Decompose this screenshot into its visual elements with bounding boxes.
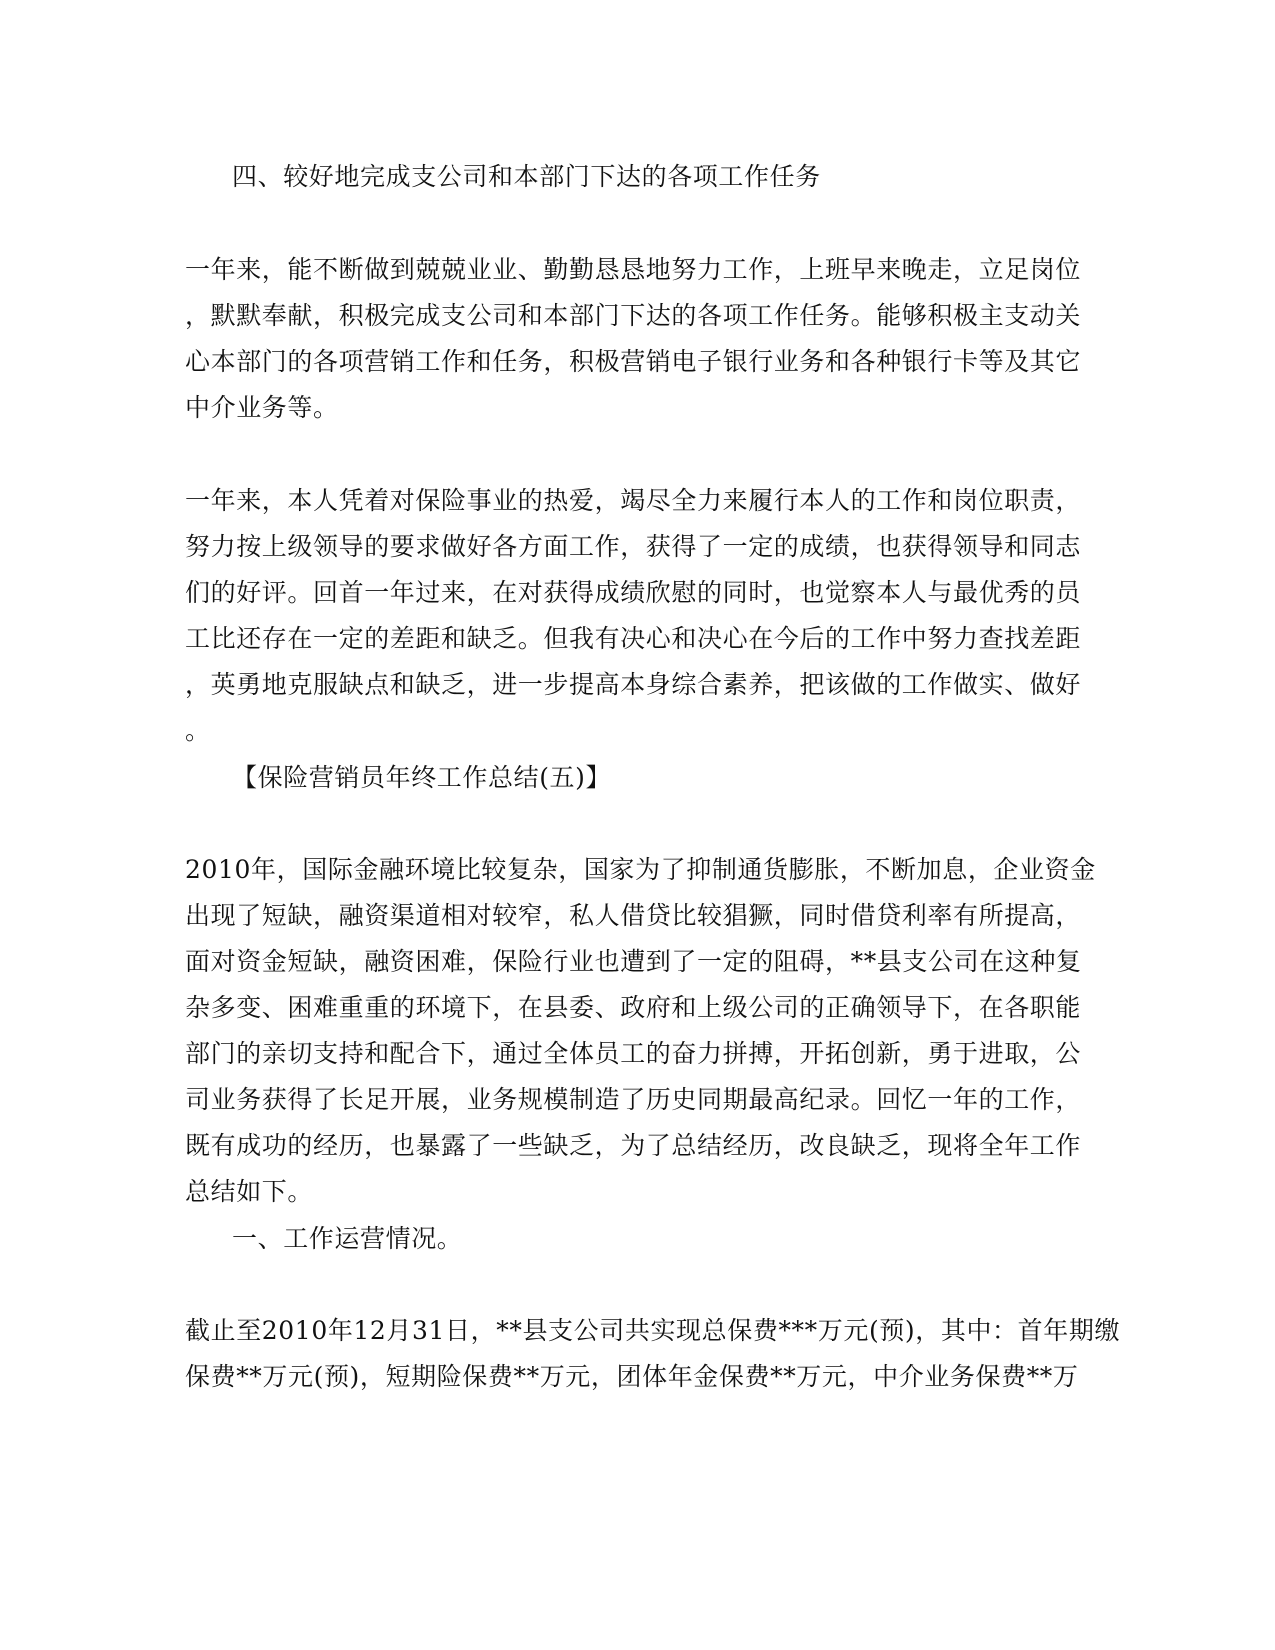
paragraph-line: 保费**万元(预)，短期险保费**万元，团体年金保费**万元，中介业务保费**万 xyxy=(185,1362,1079,1391)
heading-one: 一、工作运营情况。 xyxy=(232,1224,463,1253)
paragraph-line: 司业务获得了长足开展，业务规模制造了历史同期最高纪录。回忆一年的工作， xyxy=(185,1085,1082,1114)
paragraph-line: 心本部门的各项营销工作和任务，积极营销电子银行业务和各种银行卡等及其它 xyxy=(185,347,1082,376)
paragraph-line: 面对资金短缺，融资困难，保险行业也遭到了一定的阻碍，**县支公司在这种复 xyxy=(185,947,1082,976)
paragraph-line: 部门的亲切支持和配合下，通过全体员工的奋力拼搏，开拓创新，勇于进取，公 xyxy=(185,1039,1082,1068)
paragraph-line: 截止至2010年12月31日，**县支公司共实现总保费***万元(预)，其中：首年期缴 xyxy=(185,1316,1121,1345)
paragraph-line: ，默默奉献，积极完成支公司和本部门下达的各项工作任务。能够积极主支动关 xyxy=(185,301,1082,330)
paragraph-line: 总结如下。 xyxy=(185,1177,314,1206)
paragraph-line: 工比还存在一定的差距和缺乏。但我有决心和决心在今后的工作中努力查找差距 xyxy=(185,624,1082,653)
section-title: 【保险营销员年终工作总结(五)】 xyxy=(232,763,612,792)
paragraph-line: 既有成功的经历，也暴露了一些缺乏，为了总结经历，改良缺乏，现将全年工作 xyxy=(185,1131,1082,1160)
paragraph-line: 一年来，能不断做到兢兢业业、勤勤恳恳地努力工作，上班早来晚走，立足岗位 xyxy=(185,255,1082,284)
paragraph-line: 努力按上级领导的要求做好各方面工作，获得了一定的成绩，也获得领导和同志 xyxy=(185,532,1082,561)
paragraph-line: 中介业务等。 xyxy=(185,393,339,422)
paragraph-line: ，英勇地克服缺点和缺乏，进一步提高本身综合素养，把该做的工作做实、做好 xyxy=(185,670,1082,699)
paragraph-line: 。 xyxy=(185,716,211,745)
paragraph-line: 们的好评。回首一年过来，在对获得成绩欣慰的同时，也觉察本人与最优秀的员 xyxy=(185,578,1082,607)
paragraph-line: 2010年，国际金融环境比较复杂，国家为了抑制通货膨胀，不断加息，企业资金 xyxy=(185,855,1096,884)
heading-four: 四、较好地完成支公司和本部门下达的各项工作任务 xyxy=(232,162,821,191)
paragraph-line: 杂多变、困难重重的环境下，在县委、政府和上级公司的正确领导下，在各职能 xyxy=(185,993,1082,1022)
paragraph-line: 一年来，本人凭着对保险事业的热爱，竭尽全力来履行本人的工作和岗位职责， xyxy=(185,486,1082,515)
paragraph-line: 出现了短缺，融资渠道相对较窄，私人借贷比较猖獗，同时借贷利率有所提高， xyxy=(185,901,1082,930)
